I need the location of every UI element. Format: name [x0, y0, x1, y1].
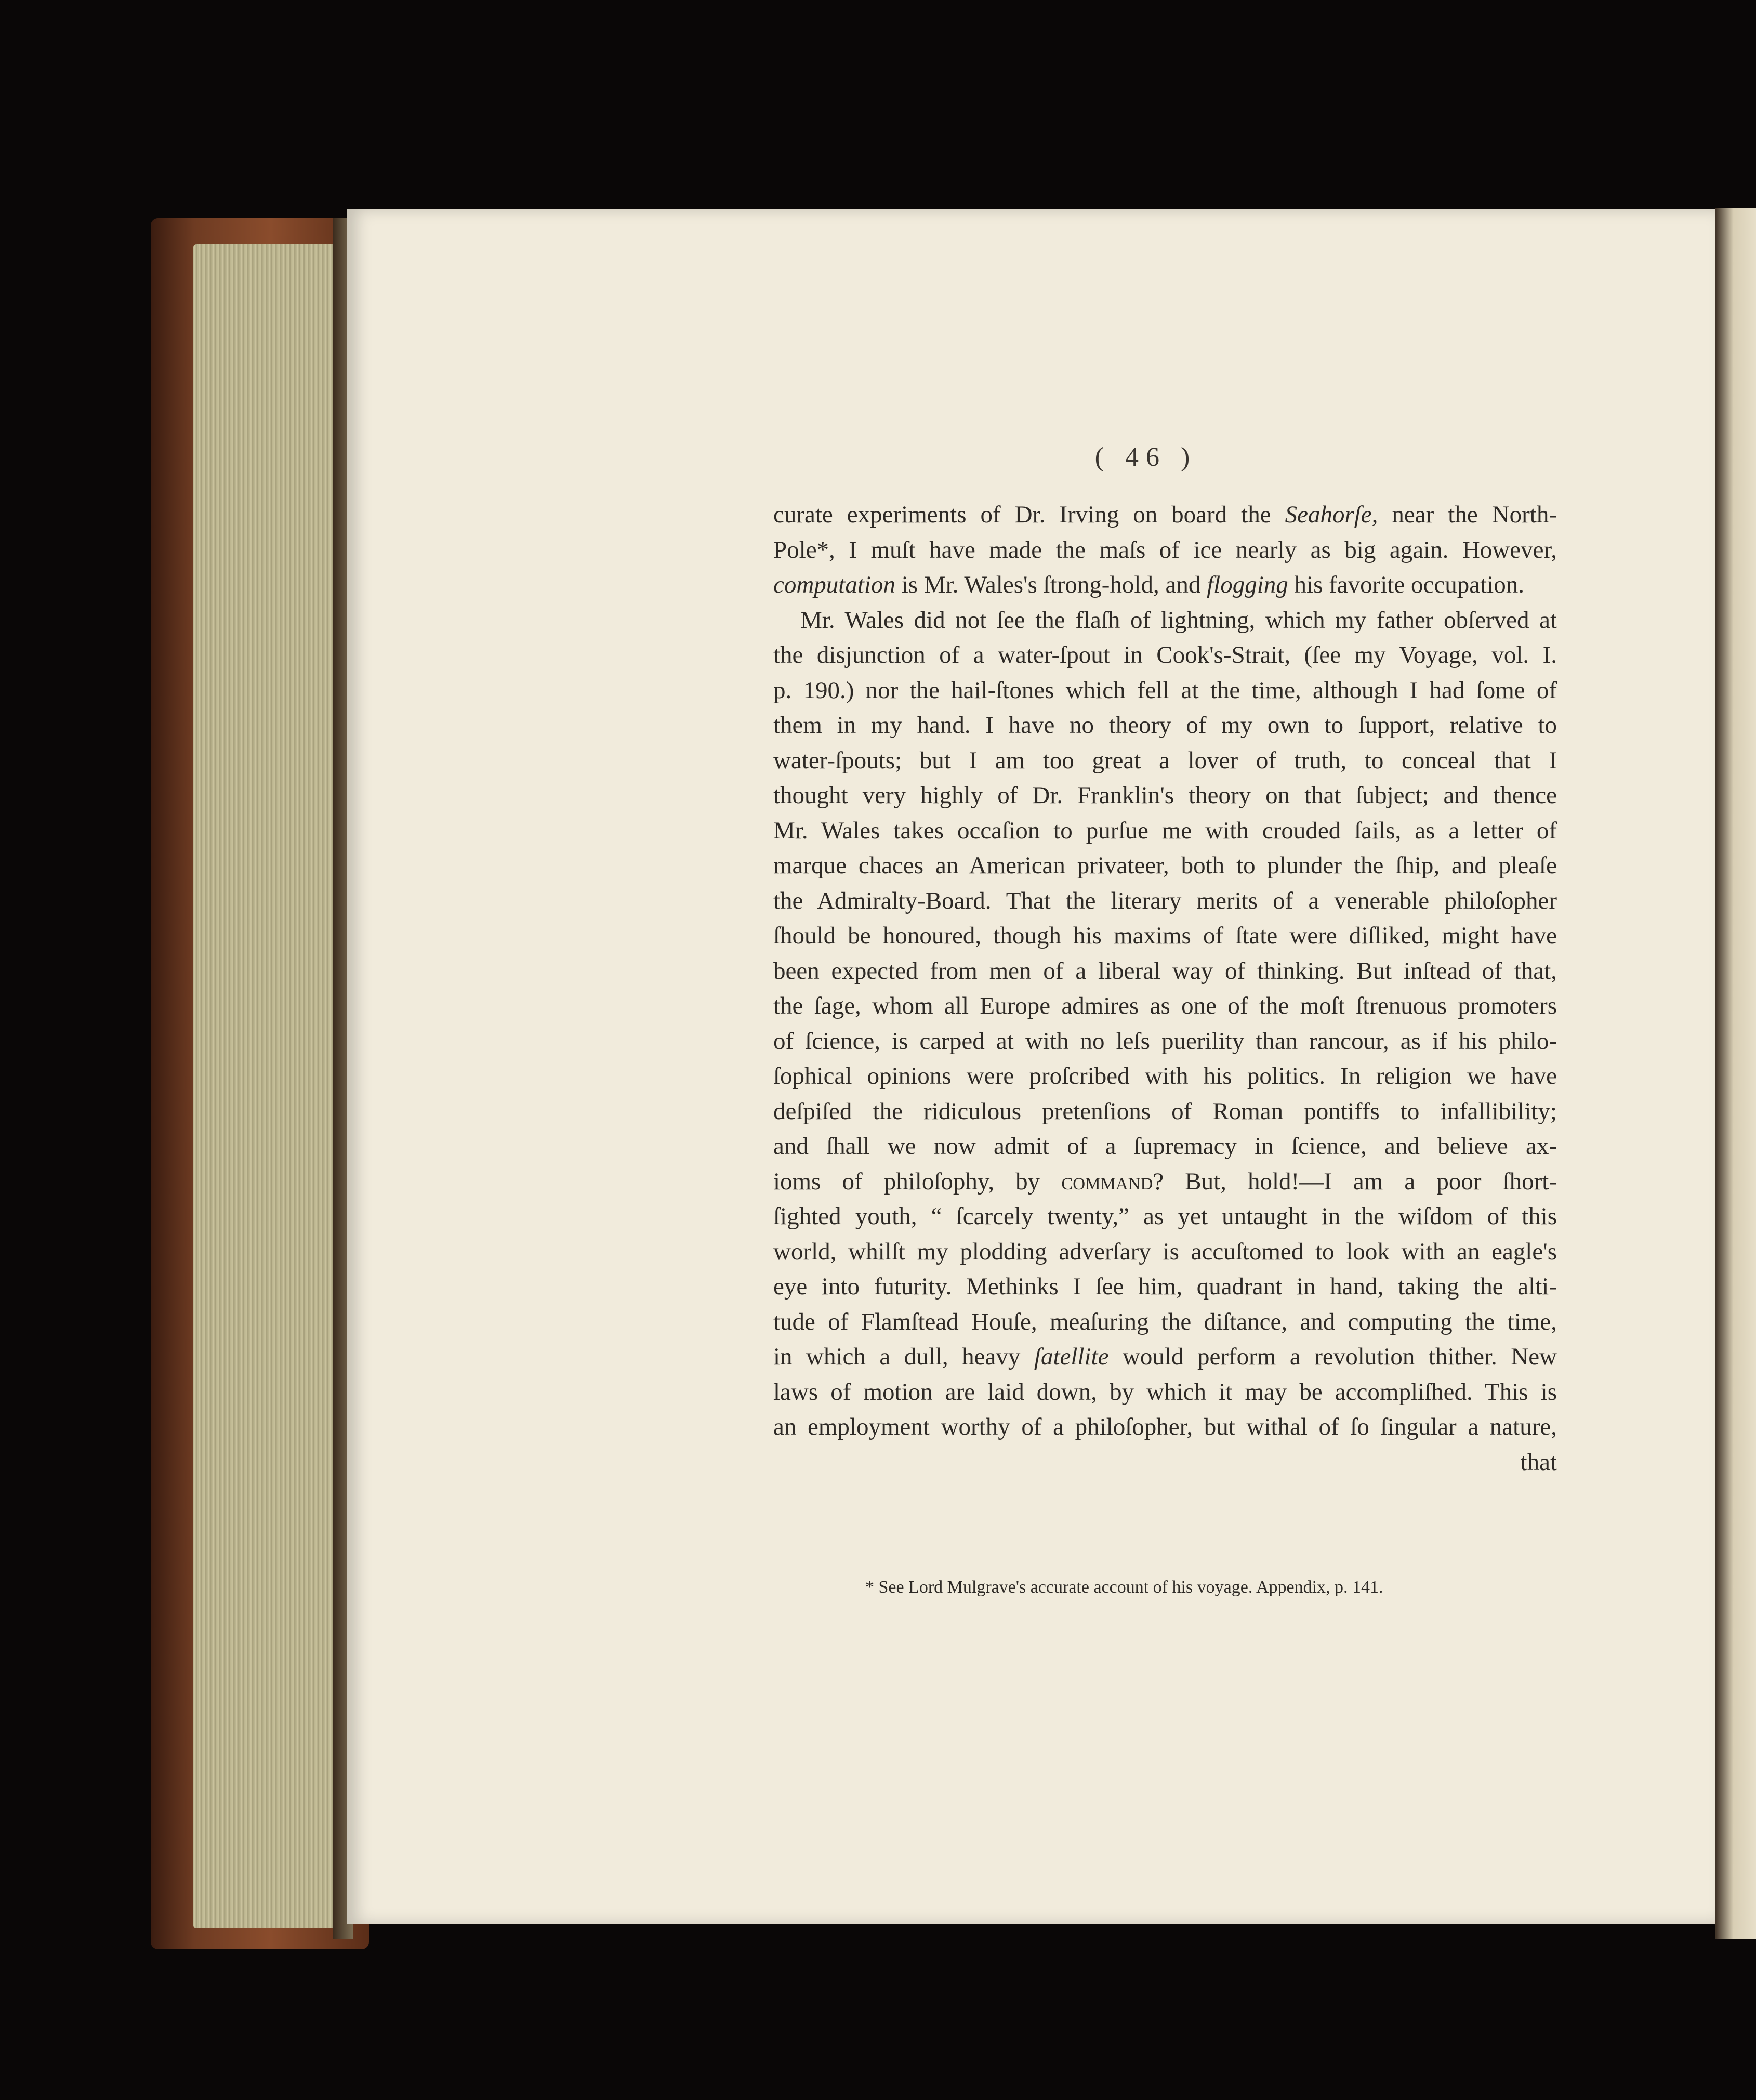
text-span: ioms of philoſophy, by [773, 1167, 1062, 1195]
text-line [773, 637, 1557, 673]
text-line [773, 673, 1557, 708]
text-line [773, 918, 1557, 953]
text-line [773, 1128, 1557, 1164]
text-line [773, 1058, 1557, 1094]
italic-text: Seahorſe, [1285, 501, 1378, 528]
text-span: been expected from men of a liberal way of thinking. But inſtead of that, [773, 957, 1557, 985]
text-line [773, 707, 1557, 743]
text-span: his favorite occupation. [1288, 571, 1524, 598]
text-span: near the North- [1378, 501, 1557, 528]
text-span: is Mr. Wales's ſtrong-hold, and [895, 571, 1207, 598]
text-span: Pole*, I muſt have made the maſs of ice nearly as big again. However, [773, 536, 1557, 563]
text-line [773, 602, 1557, 638]
small-caps-text: command [1061, 1167, 1153, 1195]
text-line [773, 1409, 1557, 1445]
text-span: Mr. Wales takes occaſion to purſue me with crouded ſails, as a letter of [773, 817, 1557, 844]
text-span: the disjunction of a water-ſpout in Cook's-Strait, (ſee my Voyage, vol. I. [773, 641, 1557, 668]
text-span: Mr. Wales did not ſee the flaſh of lightning, which my father obſerved at [800, 606, 1557, 634]
text-span: laws of motion are laid down, by which it may be accompliſhed. This is [773, 1378, 1557, 1406]
text-span: water-ſpouts; but I am too great a lover of truth, to conceal that I [773, 746, 1557, 774]
text-line [773, 1304, 1557, 1340]
text-line [773, 883, 1557, 918]
text-line [773, 813, 1557, 848]
text-line [773, 1269, 1557, 1304]
italic-text: computation [773, 571, 895, 598]
text-span: tude of Flamſtead Houſe, meaſuring the diſtance, and computing the time, [773, 1308, 1557, 1335]
text-line [773, 953, 1557, 989]
text-line [773, 1094, 1557, 1129]
text-span: them in my hand. I have no theory of my own to ſupport, relative to [773, 712, 1557, 739]
text-span: ſophical opinions were proſcribed with his politics. In religion we have [773, 1062, 1557, 1090]
text-span: in which a dull, heavy [773, 1343, 1034, 1370]
text-span: world, whilſt my plodding adverſary is accuſtomed to look with an eagle's [773, 1238, 1557, 1265]
text-line [773, 743, 1557, 778]
next-page-edge [1715, 208, 1756, 1939]
text-span: p. 190.) nor the hail-ſtones which fell at the time, although I had ſome of [773, 676, 1557, 704]
text-line [773, 848, 1557, 883]
text-span: the ſage, whom all Europe admires as one of the moſt ſtrenuous promoters [773, 992, 1557, 1019]
text-line [773, 1164, 1557, 1199]
page-number: ( 46 ) [1094, 442, 1197, 472]
text-span: the Admiralty-Board. That the literary merits of a venerable philoſopher [773, 887, 1557, 914]
text-span: curate experiments of Dr. Irving on board the [773, 501, 1285, 528]
page-edges [193, 244, 349, 1928]
text-span: would perform a revolution thither. New [1108, 1343, 1557, 1370]
text-span: of ſcience, is carped at with no leſs puerility than rancour, as if his philo- [773, 1027, 1557, 1055]
text-line [773, 1199, 1557, 1234]
text-span: that [1520, 1448, 1557, 1476]
text-line [773, 988, 1557, 1023]
text-span: thought very highly of Dr. Franklin's theory on that ſubject; and thence [773, 782, 1557, 809]
text-line [773, 497, 1557, 532]
text-span: and ſhall we now admit of a ſupremacy in ſcience, and believe ax- [773, 1133, 1557, 1160]
text-line [773, 1445, 1557, 1480]
text-span: ſhould be honoured, though his maxims of ſtate were diſliked, might have [773, 922, 1557, 949]
text-line [773, 567, 1557, 602]
text-span: eye into futurity. Methinks I ſee him, quadrant in hand, taking the alti- [773, 1273, 1557, 1300]
text-span: ? But, hold!—I am a poor ſhort- [1153, 1167, 1557, 1195]
text-line [773, 532, 1557, 568]
footnote: * See Lord Mulgrave's accurate account of his voyage. Appendix, p. 141. [865, 1578, 1383, 1597]
text-span: deſpiſed the ridiculous pretenſions of Roman pontiffs to infallibility; [773, 1097, 1557, 1125]
text-line [773, 1023, 1557, 1059]
text-line [773, 778, 1557, 813]
italic-text: flogging [1207, 571, 1288, 598]
text-span: ſighted youth, “ ſcarcely twenty,” as yet untaught in the wiſdom of this [773, 1203, 1557, 1230]
text-span: marque chaces an American privateer, both to plunder the ſhip, and pleaſe [773, 852, 1557, 879]
text-line [773, 1374, 1557, 1410]
text-line [773, 1234, 1557, 1269]
italic-text: ſatellite [1034, 1343, 1109, 1370]
text-span: an employment worthy of a philoſopher, but withal of ſo ſingular a nature, [773, 1413, 1557, 1440]
text-line [773, 1339, 1557, 1374]
